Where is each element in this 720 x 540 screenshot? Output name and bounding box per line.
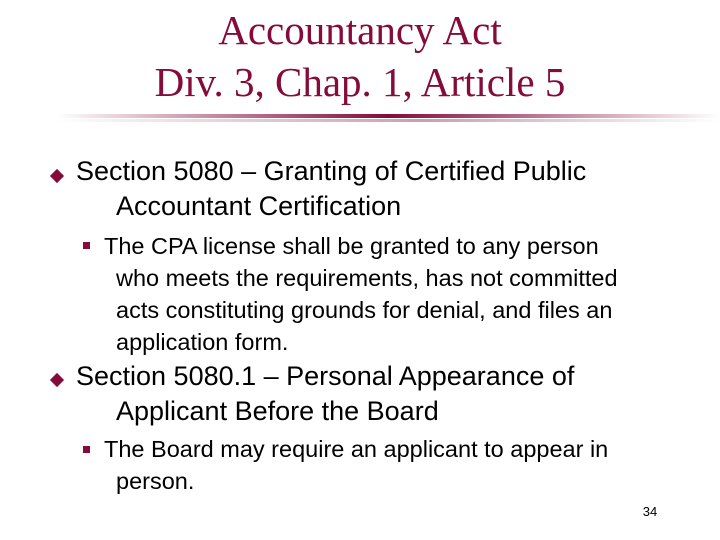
section-detail — [104, 230, 684, 358]
slide-title-line-2: Div. 3, Chap. 1, Article 5 — [154, 59, 566, 105]
section-heading-line: Section 5080.1 – Personal Appearance of — [76, 361, 575, 391]
page-number: 34 — [642, 504, 658, 519]
square-bullet-icon — [83, 446, 90, 453]
section-detail-line: acts constituting grounds for denial, and files an — [116, 297, 613, 323]
section-detail-line: The Board may require an applicant to appear in — [104, 436, 609, 462]
section-detail-line: The CPA license shall be granted to any person — [104, 233, 599, 259]
diamond-bullet-icon — [50, 373, 64, 387]
title-divider — [56, 114, 720, 123]
section-detail-line: person. — [116, 468, 195, 494]
section-heading-line: Accountant Certification — [116, 191, 402, 221]
slide-title — [0, 4, 720, 108]
section-heading-line: Section 5080 – Granting of Certified Public — [76, 156, 587, 186]
diamond-bullet-icon — [50, 169, 64, 183]
section-detail-line: who meets the requirements, has not committed — [116, 265, 618, 291]
section-detail-line: application form. — [116, 329, 289, 355]
section-heading — [76, 359, 676, 429]
square-bullet-icon — [83, 242, 90, 249]
slide-title-line-1: Accountancy Act — [218, 7, 502, 53]
section-heading — [76, 154, 676, 224]
section-heading-line: Applicant Before the Board — [116, 396, 439, 426]
section-detail — [104, 433, 684, 497]
